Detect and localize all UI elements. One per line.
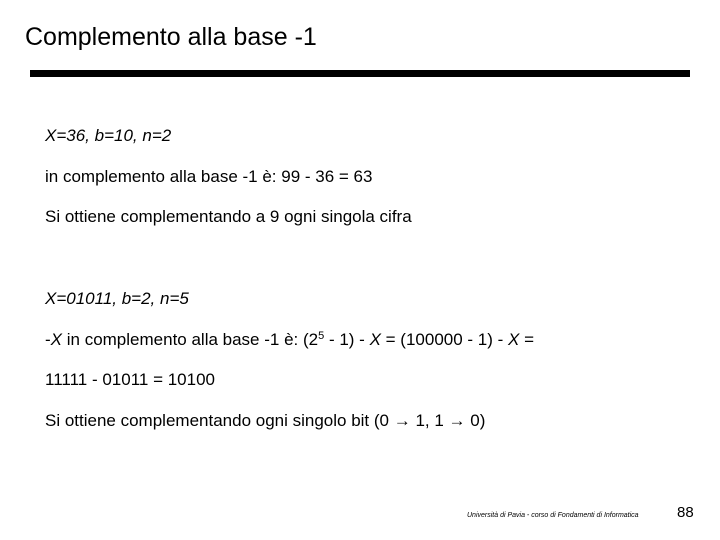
formula-text: - 1) - xyxy=(324,330,370,349)
formula-text: - xyxy=(45,330,51,349)
slide-footer: Università di Pavia - corso di Fondamenti di Informatica xyxy=(467,512,639,519)
formula-text: = xyxy=(519,330,535,349)
example2-note xyxy=(45,410,485,432)
formula-variable: X xyxy=(50,330,63,349)
example2-formula xyxy=(45,329,534,351)
note-text: 0) xyxy=(465,411,486,430)
slide-title: Complemento alla base -1 xyxy=(25,23,317,51)
example2-result: 11111 - 01011 = 10100 xyxy=(45,370,215,389)
formula-text: = (100000 - 1) - xyxy=(380,330,509,349)
formula-text: in complemento alla base -1 è: (2 xyxy=(62,330,319,349)
formula-variable: X xyxy=(369,330,381,349)
note-text: 1, 1 xyxy=(410,411,449,430)
page-number: 88 xyxy=(677,504,694,521)
formula-variable: X xyxy=(508,330,520,349)
example2-definition: X=01011, b=2, n=5 xyxy=(45,289,189,308)
example1-result: in complemento alla base -1 è: 99 - 36 = 63 xyxy=(45,167,373,186)
arrow-right-icon: → xyxy=(393,411,411,430)
formula-exponent: 5 xyxy=(318,330,325,342)
arrow-right-icon: → xyxy=(448,411,466,430)
example1-definition: X=36, b=10, n=2 xyxy=(45,126,172,145)
title-rule xyxy=(30,70,690,77)
note-text: Si ottiene complementando ogni singolo bit (0 xyxy=(45,411,394,430)
example1-note: Si ottiene complementando a 9 ogni singola cifra xyxy=(45,207,412,226)
